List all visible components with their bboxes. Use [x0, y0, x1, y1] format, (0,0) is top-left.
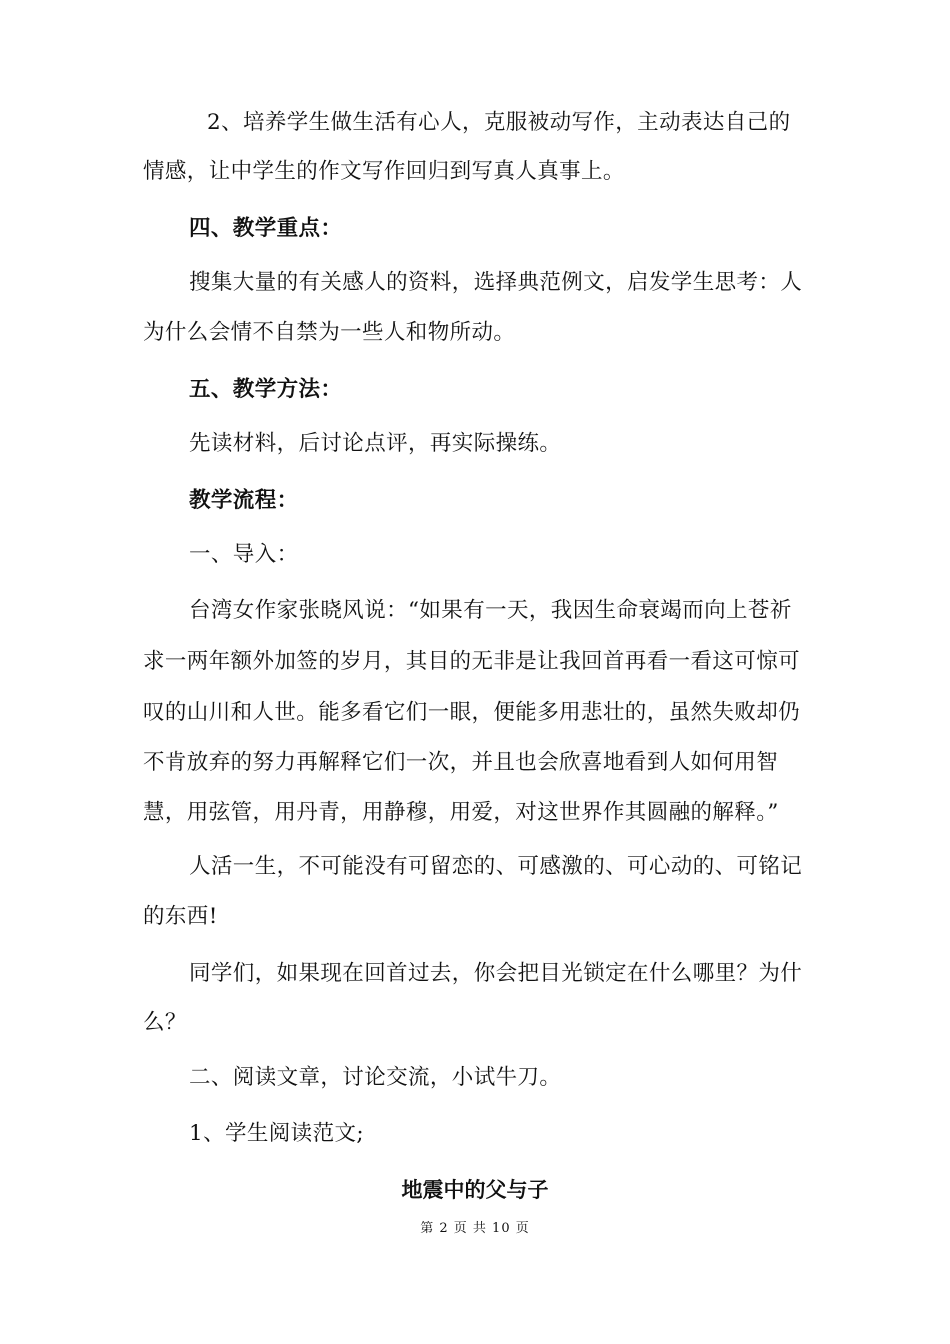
paragraph-line: 的东西!: [143, 904, 218, 929]
paragraph-line: 同学们，如果现在回首过去，你会把目光锁定在什么哪里？为什: [189, 961, 803, 986]
paragraph-line: 台湾女作家张晓风说：“如果有一天，我因生命衰竭而向上苍祈: [189, 598, 792, 623]
section-heading: 五、教学方法：: [189, 377, 343, 402]
paragraph-line: 二、阅读文章，讨论交流，小试牛刀。: [189, 1065, 562, 1090]
paragraph-line: 么？: [143, 1010, 187, 1035]
paragraph-line: 1、学生阅读范文;: [189, 1121, 365, 1146]
paragraph-line: 情感，让中学生的作文写作回归到写真人真事上。: [143, 159, 625, 184]
paragraph-line: 搜集大量的有关感人的资料，选择典范例文，启发学生思考：人: [189, 270, 803, 295]
article-title: 地震中的父与子: [401, 1177, 549, 1202]
paragraph-line: 2、培养学生做生活有心人，克服被动写作，主动表达自己的: [207, 110, 791, 135]
paragraph-line: 人活一生，不可能没有可留恋的、可感激的、可心动的、可铭记: [189, 854, 803, 879]
paragraph-line: 慧，用弦管，用丹青，用静穆，用爱，对这世界作其圆融的解释。”: [143, 800, 779, 825]
page-footer: 第 2 页 共 10 页: [420, 1221, 530, 1236]
section-heading: 四、教学重点：: [189, 216, 343, 241]
paragraph-line: 求一两年额外加签的岁月，其目的无非是让我回首再看一看这可惊可: [143, 649, 801, 674]
paragraph-line: 叹的山川和人世。能多看它们一眼，便能多用悲壮的，虽然失败却仍: [143, 700, 801, 725]
paragraph-line: 一、导入：: [189, 542, 299, 567]
paragraph-line: 不肯放弃的努力再解释它们一次，并且也会欣喜地看到人如何用智: [143, 750, 779, 775]
paragraph-line: 为什么会情不自禁为一些人和物所动。: [143, 320, 516, 345]
section-heading: 教学流程：: [189, 488, 299, 513]
paragraph-line: 先读材料，后讨论点评，再实际操练。: [189, 431, 562, 456]
